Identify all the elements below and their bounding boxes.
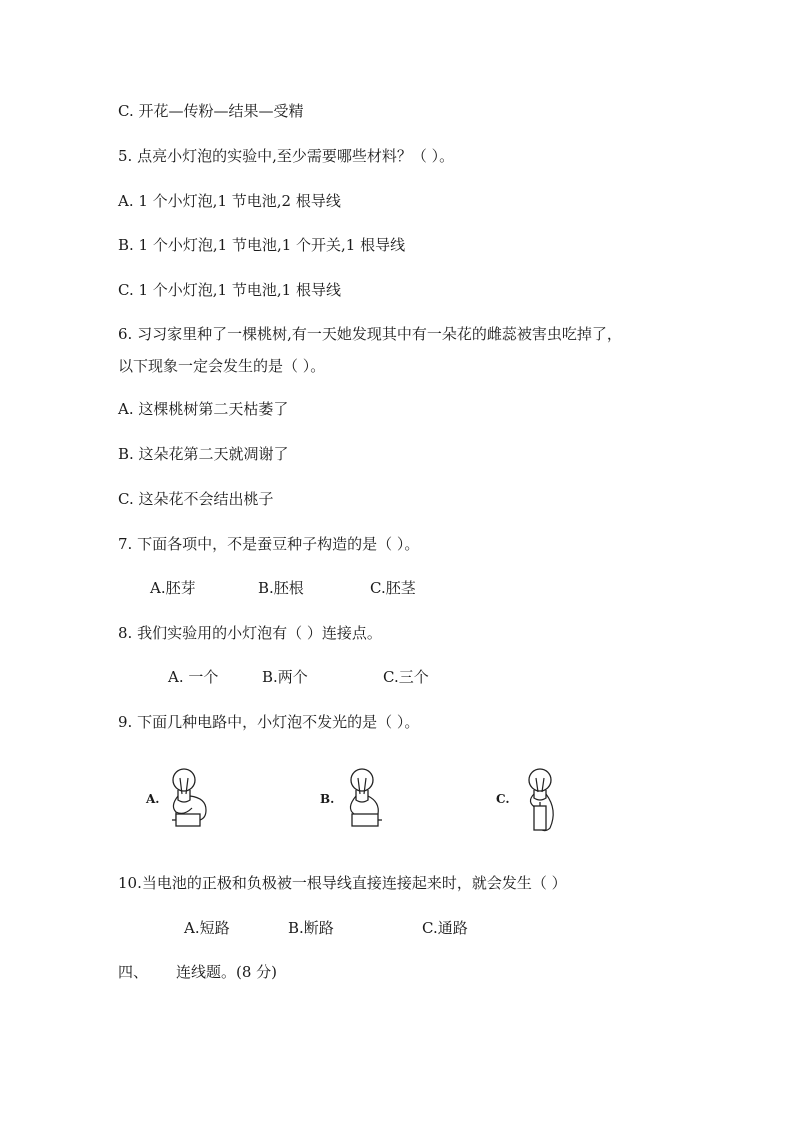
circuit-c-drawing [516,762,586,838]
question-6-line2: 以下现象一定会发生的是（ ）。 [118,357,326,375]
circuit-diagram-a [146,762,236,838]
section-4-title: 连线题。(8 分) [176,963,278,981]
q10-option-a: A.短路 [184,919,230,937]
q7-option-c: C.胚茎 [370,579,416,597]
q7-option-b: B.胚根 [258,579,304,597]
question-6-line1: 6. 习习家里种了一棵桃树,有一天她发现其中有一朵花的雌蕊被害虫吃掉了， [118,325,622,343]
question-8: 8. 我们实验用的小灯泡有（ ）连接点。 [118,624,382,642]
circuit-label-c: C. [496,792,510,806]
q6-option-b: B. 这朵花第二天就凋谢了 [118,445,289,463]
circuit-b-drawing [340,762,410,838]
q6-option-a: A. 这棵桃树第二天枯萎了 [118,400,289,418]
q5-option-c: C. 1 个小灯泡,1 节电池,1 根导线 [118,281,341,299]
q8-option-a: A. 一个 [168,668,219,686]
circuit-diagram-b [320,762,410,838]
circuit-label-b: B. [320,792,335,806]
circuit-label-a: A. [146,792,160,806]
q6-option-c: C. 这朵花不会结出桃子 [118,490,274,508]
q8-option-c: C.三个 [383,668,429,686]
q5-option-a: A. 1 个小灯泡,1 节电池,2 根导线 [118,192,341,210]
circuit-diagram-c [496,762,586,838]
q10-option-b: B.断路 [288,919,334,937]
q4-option-c: C. 开花—传粉—结果—受精 [118,102,304,120]
q7-option-a: A.胚芽 [150,579,196,597]
question-7: 7. 下面各项中，不是蚕豆种子构造的是（ ）。 [118,535,420,553]
circuit-a-drawing [166,762,236,838]
q5-option-b: B. 1 个小灯泡,1 节电池,1 个开关,1 根导线 [118,236,406,254]
question-9: 9. 下面几种电路中，小灯泡不发光的是（ ）。 [118,713,420,731]
q10-option-c: C.通路 [422,919,468,937]
section-4-number: 四、 [118,963,149,981]
question-10: 10.当电池的正极和负极被一根导线直接连接起来时，就会发生（ ） [118,874,567,892]
question-5: 5. 点亮小灯泡的实验中,至少需要哪些材料？（ ）。 [118,147,455,165]
q8-option-b: B.两个 [262,668,308,686]
